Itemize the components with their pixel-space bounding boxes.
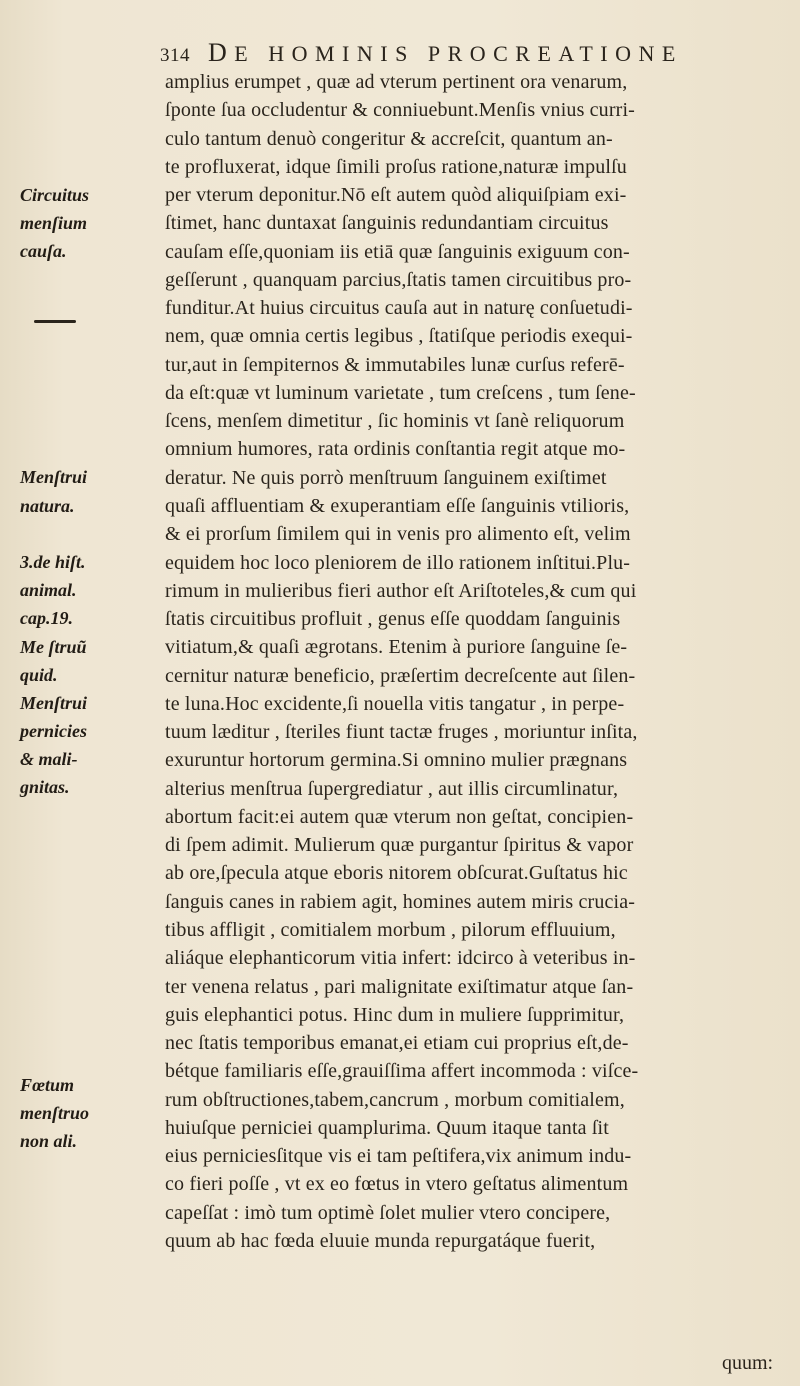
text-line: ſtimet, hanc duntaxat ſanguinis redundantiam circuitus bbox=[165, 212, 609, 235]
margin-note: Menſtrui bbox=[20, 467, 88, 487]
text-line: ſcens, menſem dimetitur , ſic hominis vt ſanè reliquorum bbox=[165, 410, 625, 433]
margin-note: cauſa. bbox=[20, 241, 67, 261]
text-line: co fieri poſſe , vt ex eo fœtus in vtero geſtatus alimentum bbox=[165, 1173, 629, 1196]
text-line: ab ore,ſpecula atque eboris nitorem obſcurat.Guſtatus hic bbox=[165, 862, 628, 885]
text-line: tuum læditur , ſteriles fiunt tactæ fruges , moriuntur inſita, bbox=[165, 721, 638, 744]
text-line: funditur.At huius circuitus cauſa aut in naturę conſuetudi- bbox=[165, 297, 633, 320]
text-line: deratur. Ne quis porrò menſtruum ſanguinem exiſtimet bbox=[165, 466, 607, 489]
text-line: bétque familiaris eſſe,grauiſſima affert incommoda : viſce- bbox=[165, 1060, 639, 1083]
text-line: capeſſat : imò tum optimè ſolet mulier vtero concipere, bbox=[165, 1201, 611, 1224]
text-line: & ei prorſum ſimilem qui in venis pro alimento eſt, velim bbox=[165, 523, 631, 546]
text-line: ſanguis canes in rabiem agit, homines autem miris crucia- bbox=[165, 890, 636, 913]
text-line: tibus affligit , comitialem morbum , pilorum effluuium, bbox=[165, 918, 616, 941]
text-line: per vterum deponitur.Nō eſt autem quòd aliquiſpiam exi- bbox=[165, 184, 627, 207]
text-line: culo tantum denuò congeritur & accreſcit, quantum an- bbox=[165, 127, 613, 150]
text-line: geſſerunt , quanquam parcius,ſtatis tamen circuitibus pro- bbox=[165, 268, 632, 291]
text-line: ter venena relatus , pari malignitate exiſtimatur atque ſan- bbox=[165, 975, 634, 998]
margin-note: 3.de hiſt. bbox=[20, 552, 86, 572]
text-line: vitiatum,& quaſi ægrotans. Etenim à puriore ſanguine ſe- bbox=[165, 636, 628, 659]
text-line: alterius menſtrua ſupergrediatur , aut illis circumlinatur, bbox=[165, 777, 619, 800]
page-number: 314 bbox=[160, 45, 190, 66]
running-header bbox=[160, 38, 760, 70]
text-line: quum ab hac fœda eluuie munda repurgatáque fuerit, bbox=[165, 1229, 596, 1252]
text-line: equidem hoc loco pleniorem de illo rationem inſtitui.Plu- bbox=[165, 551, 631, 574]
margin-note: Circuitus bbox=[20, 185, 90, 205]
margin-note: animal. bbox=[20, 580, 77, 600]
text-line: nec ſtatis temporibus emanat,ei etiam cui proprius eſt,de- bbox=[165, 1032, 629, 1055]
text-line: rum obſtructiones,tabem,cancrum , morbum comitialem, bbox=[165, 1088, 625, 1111]
body-text bbox=[165, 68, 775, 1255]
margin-note: Menſtrui bbox=[20, 693, 88, 713]
text-line: cauſam eſſe,quoniam iis etiā quæ ſanguinis exiguum con- bbox=[165, 240, 630, 263]
margin-note: natura. bbox=[20, 496, 75, 516]
text-line: nem, quæ omnia certis legibus , ſtatiſque periodis exequi- bbox=[165, 325, 633, 348]
margin-note: non ali. bbox=[20, 1131, 78, 1151]
margin-note: & mali- bbox=[20, 749, 78, 769]
catchword: quum: bbox=[722, 1352, 774, 1374]
text-line: amplius erumpet , quæ ad vterum pertinent ora venarum, bbox=[165, 71, 628, 93]
text-line: te luna.Hoc excidente,ſi nouella vitis tangatur , in perpe- bbox=[165, 692, 625, 715]
margin-note: menſtruo bbox=[20, 1103, 90, 1123]
running-title bbox=[208, 38, 683, 68]
text-line: exuruntur hortorum germina.Si omnino mulier prægnans bbox=[165, 749, 628, 772]
margin-note: Me ſtruũ bbox=[20, 637, 87, 657]
text-line: te profluxerat, idque ſimili proſus ratione,naturæ impulſu bbox=[165, 155, 627, 178]
text-line: ſtatis circuitibus profluit , genus eſſe quoddam ſanguinis bbox=[165, 608, 621, 631]
text-line: ſponte ſua occludentur & conniuebunt.Menſis vnius curri- bbox=[165, 99, 635, 122]
text-line: rimum in mulieribus fieri author eſt Ariſtoteles,& cum qui bbox=[165, 579, 637, 602]
text-line: di ſpem adimit. Mulierum quæ purgantur ſpiritus & vapor bbox=[165, 834, 634, 857]
text-line: aliáque elephanticorum vitia infert: idcirco à veteribus in- bbox=[165, 947, 636, 970]
text-line: da eſt:quæ vt luminum varietate , tum creſcens , tum ſene- bbox=[165, 381, 636, 404]
text-line: omnium humores, rata ordinis conſtantia regit atque mo- bbox=[165, 438, 626, 461]
title-initial: D bbox=[208, 38, 235, 67]
text-line: guis elephantici potus. Hinc dum in muliere ſupprimitur, bbox=[165, 1003, 625, 1026]
margin-dash-mark bbox=[34, 320, 76, 323]
text-line: tur,aut in ſempiternos & immutabiles lunæ curſus referē- bbox=[165, 353, 625, 376]
margin-note: gnitas. bbox=[20, 777, 70, 797]
text-line: cernitur naturæ beneficio, præſertim decreſcente aut ſilen- bbox=[165, 664, 636, 687]
margin-note: quid. bbox=[20, 665, 58, 685]
text-line: eius perniciesſitque vis ei tam peſtifera,vix animum indu- bbox=[165, 1145, 632, 1168]
text-line: abortum facit:ei autem quæ vterum non geſtat, concipien- bbox=[165, 805, 634, 828]
margin-note: Fœtum bbox=[20, 1075, 75, 1095]
margin-note: cap.19. bbox=[20, 608, 73, 628]
text-line: huiuſque perniciei quamplurima. Quum itaque tanta ſit bbox=[165, 1116, 609, 1139]
margin-note: menſium bbox=[20, 213, 88, 233]
text-line: quaſi affluentiam & exuperantiam eſſe ſanguinis vtilioris, bbox=[165, 494, 630, 517]
title-rest: E HOMINIS PROCREATIONE bbox=[234, 41, 683, 66]
margin-note: pernicies bbox=[20, 721, 87, 741]
